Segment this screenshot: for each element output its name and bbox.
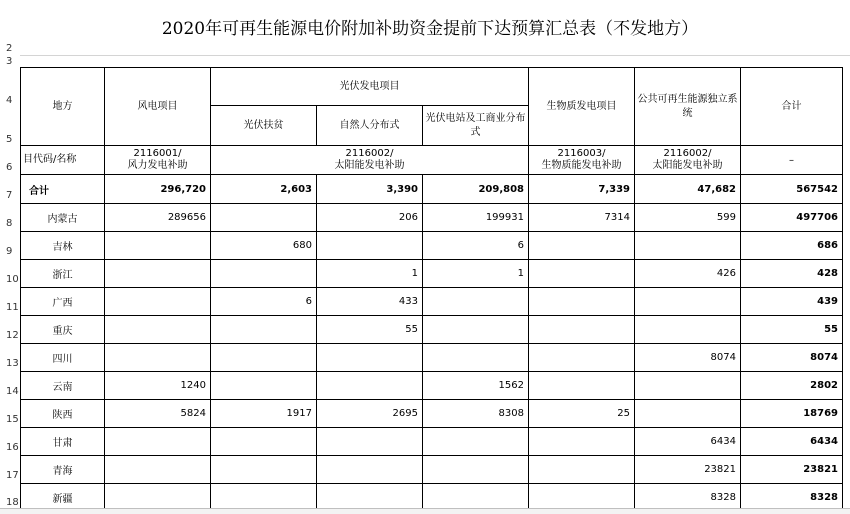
cell-pv-station[interactable]: 1	[423, 260, 529, 288]
cell-public[interactable]	[635, 232, 741, 260]
cell-pv-station[interactable]	[423, 428, 529, 456]
code-total[interactable]: –	[741, 146, 843, 175]
cell-pv-poverty[interactable]	[211, 204, 317, 232]
cell-pv-poverty[interactable]: 1917	[211, 400, 317, 428]
cell-pv-poverty[interactable]: 2,603	[211, 175, 317, 204]
cell-public[interactable]	[635, 288, 741, 316]
cell-region[interactable]: 四川	[21, 344, 105, 372]
cell-biomass[interactable]: 25	[529, 400, 635, 428]
cell-total[interactable]: 2802	[741, 372, 843, 400]
cell-pv-poverty[interactable]	[211, 428, 317, 456]
cell-public[interactable]	[635, 372, 741, 400]
row-number[interactable]: 18	[6, 497, 19, 508]
cell-pv-poverty[interactable]: 6	[211, 288, 317, 316]
cell-total[interactable]: 6434	[741, 428, 843, 456]
header-biomass[interactable]: 生物质发电项目	[529, 68, 635, 146]
cell-public[interactable]	[635, 400, 741, 428]
row-number[interactable]: 5	[6, 134, 13, 145]
table-row	[21, 232, 843, 260]
table-row	[21, 456, 843, 484]
cell-region[interactable]: 陕西	[21, 400, 105, 428]
cell-biomass[interactable]	[529, 316, 635, 344]
cell-pv-station[interactable]	[423, 456, 529, 484]
cell-wind[interactable]	[105, 428, 211, 456]
cell-pv-station[interactable]: 1562	[423, 372, 529, 400]
divider	[20, 55, 850, 56]
cell-pv-poverty[interactable]	[211, 316, 317, 344]
header-pv-station[interactable]: 光伏电站及工商业分布式	[423, 106, 529, 146]
cell-public[interactable]: 47,682	[635, 175, 741, 204]
header-public[interactable]: 公共可再生能源独立系统	[635, 68, 741, 146]
cell-pv-natural[interactable]: 433	[317, 288, 423, 316]
cell-region[interactable]: 云南	[21, 372, 105, 400]
cell-wind[interactable]: 1240	[105, 372, 211, 400]
cell-pv-station[interactable]: 199931	[423, 204, 529, 232]
row-number[interactable]: 16	[6, 442, 19, 453]
table-row	[21, 316, 843, 344]
cell-biomass[interactable]	[529, 260, 635, 288]
row-number[interactable]: 8	[6, 218, 13, 229]
cell-region[interactable]: 新疆	[21, 484, 105, 512]
cell-total[interactable]: 428	[741, 260, 843, 288]
total-row	[21, 175, 843, 204]
cell-wind[interactable]	[105, 456, 211, 484]
cell-pv-station[interactable]	[423, 316, 529, 344]
cell-pv-poverty[interactable]	[211, 344, 317, 372]
row-number[interactable]: 13	[6, 358, 19, 369]
cell-pv-poverty[interactable]	[211, 456, 317, 484]
cell-total[interactable]: 23821	[741, 456, 843, 484]
sheet-scrollbar[interactable]	[0, 508, 850, 514]
table-row	[21, 260, 843, 288]
row-number[interactable]: 15	[6, 414, 19, 425]
cell-total[interactable]: 8074	[741, 344, 843, 372]
row-number[interactable]: 7	[6, 190, 13, 201]
cell-biomass[interactable]	[529, 372, 635, 400]
cell-region[interactable]: 重庆	[21, 316, 105, 344]
row-number[interactable]: 6	[6, 162, 13, 173]
code-label[interactable]: 目代码/名称	[21, 146, 105, 175]
cell-public[interactable]: 6434	[635, 428, 741, 456]
table-row	[21, 372, 843, 400]
cell-pv-poverty[interactable]: 680	[211, 232, 317, 260]
cell-pv-natural[interactable]	[317, 344, 423, 372]
row-number[interactable]: 9	[6, 246, 13, 257]
header-wind[interactable]: 风电项目	[105, 68, 211, 146]
cell-pv-natural[interactable]: 2695	[317, 400, 423, 428]
cell-biomass[interactable]	[529, 428, 635, 456]
row-number[interactable]: 2	[6, 43, 13, 54]
table-row	[21, 428, 843, 456]
budget-table	[20, 67, 843, 512]
cell-total[interactable]: 18769	[741, 400, 843, 428]
cell-wind[interactable]: 296,720	[105, 175, 211, 204]
cell-pv-natural[interactable]: 206	[317, 204, 423, 232]
cell-total[interactable]: 439	[741, 288, 843, 316]
cell-region[interactable]: 广西	[21, 288, 105, 316]
cell-pv-natural[interactable]: 55	[317, 316, 423, 344]
cell-public[interactable]: 8074	[635, 344, 741, 372]
cell-wind[interactable]	[105, 344, 211, 372]
cell-region[interactable]: 内蒙古	[21, 204, 105, 232]
cell-public[interactable]	[635, 316, 741, 344]
cell-wind[interactable]	[105, 260, 211, 288]
code-pv[interactable]: 2116002/ 太阳能发电补助	[211, 146, 529, 175]
cell-biomass[interactable]: 7,339	[529, 175, 635, 204]
row-number[interactable]: 17	[6, 470, 19, 481]
header-total[interactable]: 合计	[741, 68, 843, 146]
cell-wind[interactable]	[105, 288, 211, 316]
cell-pv-poverty[interactable]	[211, 260, 317, 288]
header-pv-natural[interactable]: 自然人分布式	[317, 106, 423, 146]
cell-pv-station[interactable]: 6	[423, 232, 529, 260]
cell-region[interactable]: 浙江	[21, 260, 105, 288]
cell-total[interactable]: 497706	[741, 204, 843, 232]
row-number[interactable]: 4	[6, 95, 13, 106]
cell-public[interactable]: 23821	[635, 456, 741, 484]
cell-wind[interactable]: 289656	[105, 204, 211, 232]
cell-total[interactable]: 567542	[741, 175, 843, 204]
row-number[interactable]: 14	[6, 386, 19, 397]
cell-region[interactable]: 合计	[21, 175, 105, 204]
cell-pv-station[interactable]: 8308	[423, 400, 529, 428]
cell-pv-natural[interactable]	[317, 232, 423, 260]
cell-region[interactable]: 青海	[21, 456, 105, 484]
table-row	[21, 344, 843, 372]
cell-biomass[interactable]: 7314	[529, 204, 635, 232]
cell-region[interactable]: 甘肃	[21, 428, 105, 456]
cell-region[interactable]: 吉林	[21, 232, 105, 260]
sheet-title: 2020年可再生能源电价附加补助资金提前下达预算汇总表（不发地方）	[161, 19, 699, 39]
table-row	[21, 400, 843, 428]
table-row	[21, 288, 843, 316]
cell-wind[interactable]	[105, 232, 211, 260]
cell-total[interactable]: 8328	[741, 484, 843, 512]
cell-pv-natural[interactable]	[317, 372, 423, 400]
row-number[interactable]: 3	[6, 56, 13, 67]
cell-pv-station[interactable]	[423, 344, 529, 372]
cell-pv-natural[interactable]	[317, 428, 423, 456]
cell-pv-station[interactable]: 209,808	[423, 175, 529, 204]
code-public[interactable]: 2116002/ 太阳能发电补助	[635, 146, 741, 175]
cell-pv-natural[interactable]	[317, 456, 423, 484]
cell-pv-station[interactable]	[423, 288, 529, 316]
cell-total[interactable]: 686	[741, 232, 843, 260]
cell-biomass[interactable]	[529, 456, 635, 484]
cell-total[interactable]: 55	[741, 316, 843, 344]
cell-pv-natural[interactable]: 1	[317, 260, 423, 288]
table-row	[21, 204, 843, 232]
row-number[interactable]: 10	[6, 274, 19, 285]
header-pv-poverty[interactable]: 光伏扶贫	[211, 106, 317, 146]
header-region[interactable]: 地方	[21, 68, 105, 146]
cell-public[interactable]: 599	[635, 204, 741, 232]
header-pv-group[interactable]: 光伏发电项目	[211, 68, 529, 106]
cell-pv-natural[interactable]: 3,390	[317, 175, 423, 204]
cell-biomass[interactable]	[529, 344, 635, 372]
cell-biomass[interactable]	[529, 232, 635, 260]
cell-wind[interactable]: 5824	[105, 400, 211, 428]
cell-public[interactable]: 8328	[635, 484, 741, 512]
row-number-gutter	[0, 0, 20, 513]
row-number[interactable]: 12	[6, 330, 19, 341]
cell-wind[interactable]	[105, 316, 211, 344]
cell-public[interactable]: 426	[635, 260, 741, 288]
row-number[interactable]: 11	[6, 302, 19, 313]
cell-pv-poverty[interactable]	[211, 372, 317, 400]
code-biomass[interactable]: 2116003/ 生物质能发电补助	[529, 146, 635, 175]
code-wind[interactable]: 2116001/ 风力发电补助	[105, 146, 211, 175]
cell-biomass[interactable]	[529, 288, 635, 316]
